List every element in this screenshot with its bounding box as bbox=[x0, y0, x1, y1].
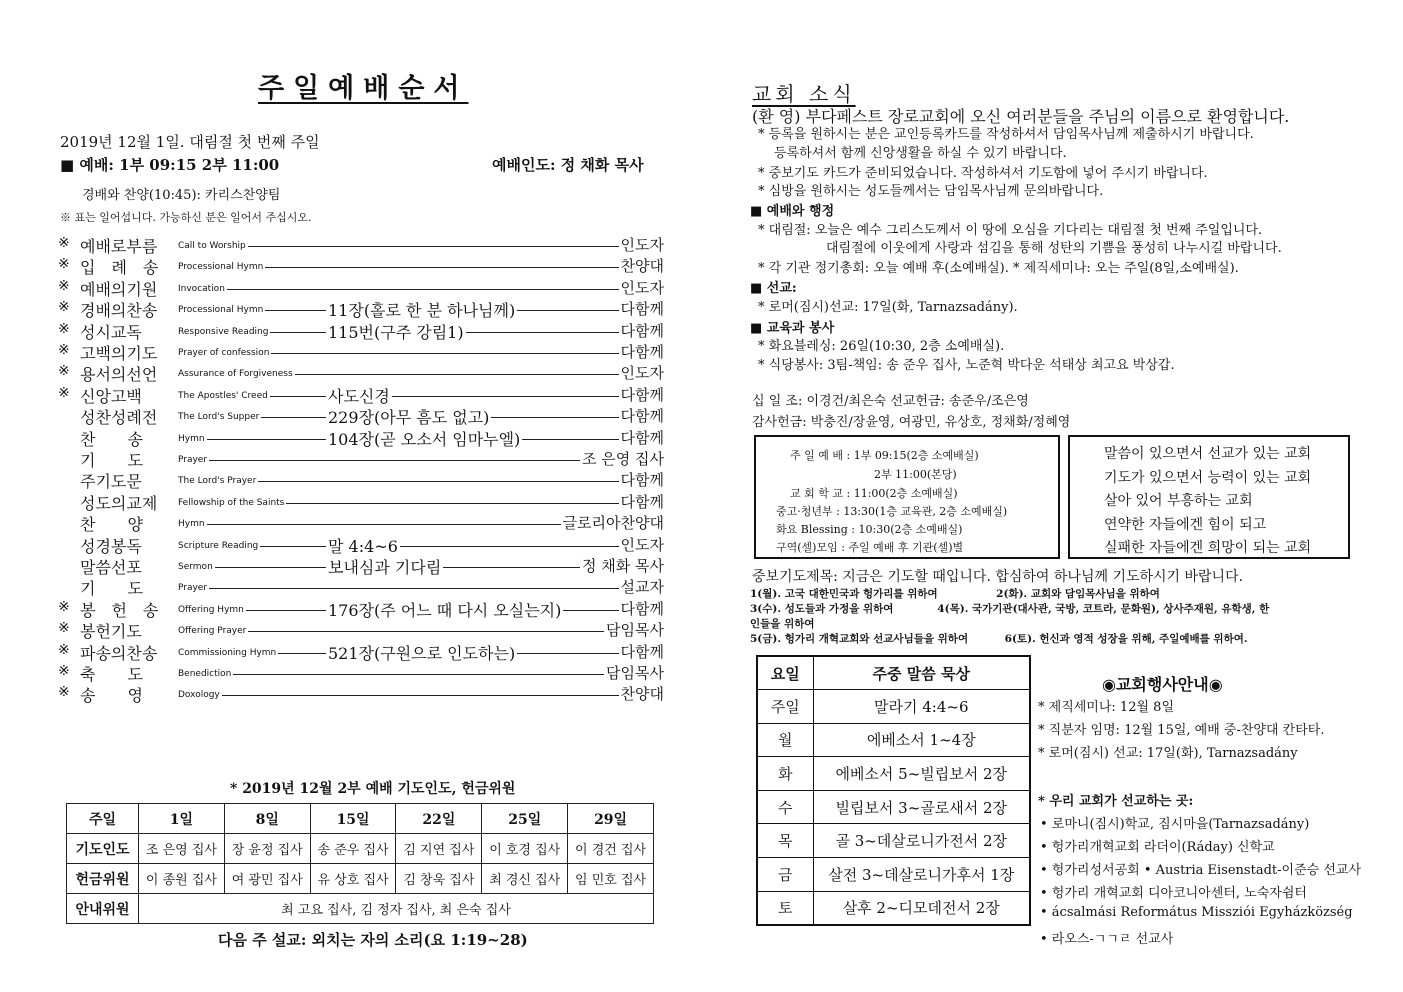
order-item-english: Sermon bbox=[178, 562, 213, 572]
mission-item: • 로마니(짐시)학교, 짐시마을(Tarnazsadány) bbox=[1040, 817, 1310, 832]
scripture-cell: 에베소서 1~4장 bbox=[813, 723, 1030, 757]
order-item-english: Scripture Reading bbox=[178, 540, 259, 551]
order-performer: 다함께 bbox=[620, 599, 664, 618]
order-row bbox=[58, 576, 664, 597]
order-row bbox=[58, 320, 664, 341]
leader-line bbox=[522, 439, 619, 440]
table-cell: 조 은영 집사 bbox=[139, 834, 225, 864]
weekday-cell: 월 bbox=[757, 723, 813, 757]
leader-line bbox=[443, 567, 580, 568]
intercession-item: 인들을 위하여 bbox=[750, 618, 815, 630]
standing-mark: ※ bbox=[58, 384, 70, 401]
weekday-cell: 목 bbox=[757, 824, 813, 858]
order-performer: 다함께 bbox=[620, 407, 664, 426]
order-row bbox=[58, 277, 664, 298]
order-item: 신앙고백 bbox=[80, 386, 142, 406]
order-performer: 다함께 bbox=[620, 471, 664, 490]
order-performer: 담임목사 bbox=[606, 621, 664, 640]
worship-times: ■ 예배: 1부 09:15 2부 11:00 bbox=[60, 156, 280, 174]
order-detail: 176장(주 어느 때 다시 오실는지) bbox=[328, 600, 562, 620]
leader-line bbox=[258, 481, 619, 482]
order-performer: 설교자 bbox=[620, 578, 664, 597]
standing-mark: ※ bbox=[58, 342, 70, 358]
news-line: 등록하셔서 함께 신앙생활을 하실 수 있기 바랍니다. bbox=[774, 146, 1067, 161]
news-line: * 등록을 원하시는 분은 교인등록카드를 작성하셔서 담임목사님께 제출하시기 바랍니다. bbox=[758, 127, 1254, 142]
order-row bbox=[58, 448, 664, 469]
leader-line bbox=[222, 695, 619, 696]
table-cell: 임 민호 집사 bbox=[568, 864, 654, 894]
order-item: 성경봉독 bbox=[80, 536, 142, 556]
standing-note: ※ 표는 일어섭니다. 가능하신 분은 일어서 주십시오. bbox=[60, 211, 312, 224]
order-item: 말씀선포 bbox=[80, 558, 142, 577]
order-item-english: Hymn bbox=[178, 433, 205, 444]
table-row bbox=[67, 894, 654, 924]
leader-line bbox=[392, 396, 619, 397]
news-line: * 화요블레싱: 26일(10:30, 2층 소예배실). bbox=[758, 339, 1005, 354]
order-item: 성시교독 bbox=[80, 322, 142, 342]
next-sermon: 다음 주 설교: 외치는 자의 소리(요 1:19~28) bbox=[218, 931, 528, 949]
table-header-cell: 25일 bbox=[482, 804, 568, 834]
order-row bbox=[58, 362, 664, 383]
order-row bbox=[58, 641, 664, 662]
motto-line: 기도가 있으면서 능력이 있는 교회 bbox=[1104, 469, 1312, 486]
order-row bbox=[58, 534, 664, 555]
order-performer: 다함께 bbox=[620, 300, 664, 319]
table-row-label: 기도인도 bbox=[67, 834, 139, 864]
order-performer: 담임목사 bbox=[606, 664, 664, 682]
leader-line bbox=[286, 503, 619, 504]
table-cell: 이 종원 집사 bbox=[139, 864, 225, 894]
worship-date: 2019년 12월 1일. 대림절 첫 번째 주일 bbox=[60, 133, 320, 151]
standing-mark: ※ bbox=[58, 299, 70, 316]
order-item: 고백의기도 bbox=[80, 344, 158, 363]
news-line: ■ 선교: bbox=[750, 281, 797, 296]
order-detail: 521장(구원으로 인도하는) bbox=[328, 643, 516, 663]
weekday-cell: 화 bbox=[757, 757, 813, 791]
mission-item: • 헝가리 개혁교회 디아코니아센터, 노숙자쉼터 bbox=[1040, 886, 1307, 901]
news-line: * 심방을 원하시는 성도들께서는 담임목사님께 문의바랍니다. bbox=[758, 184, 1104, 199]
news-line: * 각 기관 정기총회: 오늘 예배 후(소예배실). * 제직세미나: 오는 주일(8일,소예배실). bbox=[758, 261, 1239, 276]
standing-mark: ※ bbox=[58, 598, 70, 615]
order-item-english: Responsive Reading bbox=[178, 326, 269, 337]
table-header-cell: 8일 bbox=[224, 804, 310, 834]
order-performer: 인도자 bbox=[620, 535, 664, 554]
leader-line bbox=[491, 417, 619, 418]
order-item: 성도의교제 bbox=[80, 493, 158, 513]
welcome-text: (환 영) 부다페스트 장로교회에 오신 여러분들을 주님의 이름으로 환영합니다. bbox=[752, 107, 1290, 126]
standing-mark: ※ bbox=[58, 277, 70, 294]
order-item-english: Processional Hymn bbox=[178, 305, 264, 316]
page-title: 주일예배순서 bbox=[258, 73, 469, 104]
standing-mark: ※ bbox=[58, 235, 70, 251]
order-performer: 다함께 bbox=[620, 385, 664, 404]
events-title: ◉교회행사안내◉ bbox=[1102, 675, 1223, 694]
table-row-label: 헌금위원 bbox=[67, 864, 139, 894]
order-item: 기 도 bbox=[80, 579, 143, 599]
standing-mark: ※ bbox=[58, 663, 70, 679]
service-time-line: 화요 Blessing : 10:30(2층 소예배실) bbox=[776, 523, 963, 536]
order-performer: 다함께 bbox=[620, 642, 664, 661]
order-detail: 104장(곧 오소서 임마누엘) bbox=[328, 429, 521, 449]
table-header-row bbox=[67, 804, 654, 834]
order-row bbox=[58, 234, 664, 255]
missions-title: * 우리 교회가 선교하는 곳: bbox=[1038, 794, 1194, 809]
leader-line bbox=[207, 524, 561, 525]
order-item-english: Call to Worship bbox=[178, 241, 246, 251]
order-performer: 다함께 bbox=[620, 492, 664, 511]
scripture-cell: 말라기 4:4~6 bbox=[813, 690, 1030, 724]
news-title: 교회 소식 bbox=[752, 82, 856, 106]
order-row bbox=[58, 662, 664, 683]
leader-line bbox=[265, 310, 326, 311]
order-row bbox=[58, 384, 664, 405]
standing-mark: ※ bbox=[58, 620, 70, 637]
order-item: 경배의찬송 bbox=[80, 301, 158, 321]
table-row bbox=[67, 834, 654, 864]
order-item-english: Prayer of confession bbox=[178, 348, 270, 358]
leader-line bbox=[207, 439, 326, 440]
table-row bbox=[757, 891, 1030, 925]
leader-line bbox=[466, 332, 619, 333]
weekday-cell: 주일 bbox=[757, 690, 813, 724]
order-item: 예배의기원 bbox=[80, 279, 158, 299]
leader-line bbox=[260, 546, 326, 547]
order-item: 입 례 송 bbox=[80, 258, 159, 278]
order-detail: 보내심과 기다림 bbox=[328, 558, 442, 577]
order-item: 기 도 bbox=[80, 451, 143, 470]
order-detail: 229장(아무 흠도 없고) bbox=[328, 408, 490, 428]
order-row bbox=[58, 619, 664, 640]
order-item: 봉 헌 송 bbox=[80, 600, 159, 620]
table-row bbox=[757, 858, 1030, 892]
order-item-english: The Lord's Prayer bbox=[178, 476, 257, 487]
table-cell: 김 창욱 집사 bbox=[396, 864, 482, 894]
order-row bbox=[58, 405, 664, 426]
leader-line bbox=[215, 567, 326, 568]
prayer-schedule-table bbox=[66, 803, 654, 924]
weekday-cell: 토 bbox=[757, 891, 813, 925]
order-item: 예배로부름 bbox=[80, 237, 158, 256]
worship-leader: 예배인도: 정 채화 목사 bbox=[492, 156, 644, 174]
intercession-item: 3(수). 성도들과 가정을 위하여 4(목). 국가기관(대사관, 국방, 코트라, 문화원), 상사주재원, 유학생, 한 bbox=[750, 603, 1270, 615]
order-item: 주기도문 bbox=[80, 472, 142, 492]
table-row bbox=[757, 723, 1030, 757]
order-item-english: The Apostles' Creed bbox=[178, 390, 268, 401]
table-cell: 여 광민 집사 bbox=[224, 864, 310, 894]
scripture-cell: 살전 3~데살로니가후서 1장 bbox=[813, 858, 1030, 892]
news-line: * 로머(짐시)선교: 17일(화, Tarnazsadány). bbox=[758, 300, 1018, 315]
table-cell: 김 지연 집사 bbox=[396, 834, 482, 864]
order-item: 찬 송 bbox=[80, 429, 143, 449]
table-cell: 유 상호 집사 bbox=[310, 864, 396, 894]
standing-mark: ※ bbox=[58, 641, 70, 658]
order-item: 봉헌기도 bbox=[80, 622, 142, 642]
weekday-cell: 금 bbox=[757, 858, 813, 892]
order-row bbox=[58, 598, 664, 619]
leader-line bbox=[270, 396, 326, 397]
order-performer: 조 은영 집사 bbox=[582, 450, 664, 468]
mission-item: • 헝가리성서공회 • Austria Eisenstadt-이준승 선교사 bbox=[1040, 863, 1361, 878]
motto-line: 실패한 자들에겐 희망이 되는 교회 bbox=[1104, 540, 1312, 556]
motto-line: 연약한 자들에겐 힘이 되고 bbox=[1104, 516, 1267, 533]
order-detail: 사도신경 bbox=[328, 386, 390, 406]
leader-line bbox=[517, 653, 619, 654]
order-row bbox=[58, 683, 664, 704]
intercession-title: 중보기도제목: 지금은 기도할 때입니다. 합심하여 하나님께 기도하시기 바랍니다. bbox=[752, 569, 1244, 585]
order-performer: 글로리아찬양대 bbox=[562, 514, 664, 533]
news-line: * 중보기도 카드가 준비되었습니다. 작성하셔서 기도함에 넣어 주시기 바랍니다. bbox=[758, 166, 1208, 181]
leader-line bbox=[295, 374, 619, 375]
motto-line: 말씀이 있으면서 선교가 있는 교회 bbox=[1104, 446, 1312, 462]
pre-worship: 경배와 찬양(10:45): 카리스찬양팀 bbox=[82, 188, 281, 203]
order-detail: 115번(구주 강림1) bbox=[328, 322, 464, 342]
service-time-line: 2부 11:00(본당) bbox=[874, 468, 957, 481]
order-item-english: Invocation bbox=[178, 283, 225, 294]
service-times-box bbox=[754, 435, 1060, 559]
table-header-cell: 주일 bbox=[67, 804, 139, 834]
order-detail: 말 4:4~6 bbox=[328, 536, 398, 556]
standing-mark: ※ bbox=[58, 684, 70, 701]
mission-item: • 라오스-ㄱㄱㄹ 선교사 bbox=[1040, 932, 1174, 947]
order-performer: 인도자 bbox=[620, 236, 664, 254]
news-line: ■ 예배와 행정 bbox=[750, 204, 835, 219]
table-cell: 이 경건 집사 bbox=[568, 834, 654, 864]
order-row bbox=[58, 427, 664, 448]
order-row bbox=[58, 555, 664, 576]
table-row bbox=[757, 790, 1030, 824]
table-header-cell: 요일 bbox=[757, 656, 813, 690]
leader-line bbox=[209, 460, 580, 461]
order-detail: 11장(홀로 한 분 하나님께) bbox=[328, 301, 516, 321]
meditation-table bbox=[756, 655, 1031, 926]
order-item: 송 영 bbox=[80, 686, 143, 706]
table-header-cell: 1일 bbox=[139, 804, 225, 834]
prayer-schedule-title: * 2019년 12월 2부 예배 기도인도, 헌금위원 bbox=[230, 781, 516, 797]
order-row bbox=[58, 341, 664, 362]
order-performer: 정 채화 목사 bbox=[582, 557, 664, 575]
table-row bbox=[757, 690, 1030, 724]
table-row bbox=[67, 864, 654, 894]
table-cell: 장 윤정 집사 bbox=[224, 834, 310, 864]
order-item-english: Fellowship of the Saints bbox=[178, 497, 285, 508]
church-motto-box bbox=[1068, 435, 1350, 559]
intercession-item: 1(월). 고국 대한민국과 헝가리를 위하여 2(화). 교회와 담임목사님을 위하여 bbox=[750, 588, 1160, 600]
order-item-english: Offering Prayer bbox=[178, 626, 247, 637]
service-time-line: 주 일 예 배 : 1부 09:15(2층 소예배실) bbox=[790, 449, 979, 462]
table-cell: 송 준우 집사 bbox=[310, 834, 396, 864]
order-item-english: Assurance of Forgiveness bbox=[178, 369, 293, 380]
leader-line bbox=[265, 267, 619, 268]
leader-line bbox=[246, 610, 326, 611]
order-performer: 찬양대 bbox=[620, 685, 664, 704]
table-row-label: 안내위원 bbox=[67, 894, 139, 924]
order-performer: 다함께 bbox=[620, 428, 664, 447]
leader-line bbox=[209, 588, 619, 589]
thanks-line: 감사헌금: 박충진/장윤영, 여광민, 유상호, 정채화/정혜영 bbox=[752, 415, 1071, 430]
order-item-english: Doxology bbox=[178, 690, 220, 701]
service-time-line: 중고·청년부 : 13:30(1층 교육관, 2층 소예배실) bbox=[776, 505, 1008, 518]
event-item: * 직분자 임명: 12월 15일, 예배 중-찬양대 칸타타. bbox=[1038, 723, 1325, 738]
mission-item: • ácsalmási Református Missziói Egyházközség bbox=[1040, 905, 1353, 920]
order-row bbox=[58, 298, 664, 319]
order-row bbox=[58, 491, 664, 512]
order-item-english: Offering Hymn bbox=[178, 604, 244, 615]
news-line: * 대림절: 오늘은 예수 그리스도께서 이 땅에 오심을 기다리는 대림절 첫 번째 주일입니다. bbox=[758, 223, 1263, 238]
order-row bbox=[58, 512, 664, 533]
news-line: * 식당봉사: 3팀-책임: 송 준우 집사, 노준혁 박다운 석태상 최고요 박상갑. bbox=[758, 358, 1175, 373]
order-item-english: Benediction bbox=[178, 669, 232, 679]
leader-line bbox=[400, 546, 619, 547]
motto-line: 살아 있어 부흥하는 교회 bbox=[1104, 493, 1253, 509]
table-row bbox=[757, 824, 1030, 858]
order-item-english: The Lord's Supper bbox=[178, 412, 260, 423]
order-performer: 다함께 bbox=[620, 321, 664, 340]
order-item-english: Commissioning Hymn bbox=[178, 647, 277, 658]
leader-line bbox=[271, 353, 619, 354]
leader-line bbox=[278, 653, 326, 654]
news-line: ■ 교육과 봉사 bbox=[750, 321, 835, 336]
service-time-line: 구역(셀)모임 : 주일 예배 후 기관(셀)별 bbox=[776, 541, 964, 554]
table-header-cell: 22일 bbox=[396, 804, 482, 834]
news-line: 대림절에 이웃에게 사랑과 섬김을 통해 성탄의 기쁨을 풍성히 나누시길 바랍니다. bbox=[826, 241, 1282, 256]
table-cell: 이 호경 집사 bbox=[482, 834, 568, 864]
order-item: 찬 양 bbox=[80, 515, 143, 535]
order-item-english: Prayer bbox=[178, 455, 208, 465]
table-row bbox=[757, 757, 1030, 791]
event-item: * 제직세미나: 12월 8일 bbox=[1038, 700, 1174, 715]
order-performer: 다함께 bbox=[620, 343, 664, 361]
standing-mark: ※ bbox=[58, 256, 70, 273]
order-performer: 인도자 bbox=[620, 278, 664, 297]
scripture-cell: 에베소서 5~빌립보서 2장 bbox=[813, 757, 1030, 791]
order-item-english: Processional Hymn bbox=[178, 262, 264, 273]
table-cell: 최 고요 집사, 김 정자 집사, 최 은숙 집사 bbox=[139, 894, 654, 924]
leader-line bbox=[248, 246, 619, 247]
scripture-cell: 살후 2~디모데전서 2장 bbox=[813, 891, 1030, 925]
order-item-english: Hymn bbox=[178, 519, 205, 530]
order-performer: 인도자 bbox=[620, 364, 664, 383]
leader-line bbox=[261, 417, 326, 418]
table-cell: 최 경신 집사 bbox=[482, 864, 568, 894]
order-item: 용서의선언 bbox=[80, 365, 158, 385]
order-item: 축 도 bbox=[80, 665, 143, 684]
service-time-line: 교 회 학 교 : 11:00(2층 소예배실) bbox=[790, 487, 958, 500]
standing-mark: ※ bbox=[58, 320, 70, 337]
table-header-row bbox=[757, 656, 1030, 690]
order-item: 성찬성례전 bbox=[80, 408, 158, 428]
order-performer: 찬양대 bbox=[620, 257, 664, 276]
leader-line bbox=[248, 631, 604, 632]
order-item: 파송의찬송 bbox=[80, 643, 158, 663]
order-row bbox=[58, 255, 664, 276]
leader-line bbox=[517, 310, 619, 311]
order-row bbox=[58, 469, 664, 490]
leader-line bbox=[227, 289, 619, 290]
mission-item: • 헝가리개혁교회 라더이(Ráday) 신학교 bbox=[1040, 840, 1275, 855]
table-header-cell: 15일 bbox=[310, 804, 396, 834]
leader-line bbox=[270, 332, 326, 333]
leader-line bbox=[563, 610, 619, 611]
weekday-cell: 수 bbox=[757, 790, 813, 824]
table-header-cell: 29일 bbox=[568, 804, 654, 834]
scripture-cell: 빌립보서 3~골로새서 2장 bbox=[813, 790, 1030, 824]
scripture-cell: 골 3~데살로니가전서 2장 bbox=[813, 824, 1030, 858]
tithe-line: 십 일 조: 이경건/최은숙 선교헌금: 송준우/조은영 bbox=[752, 394, 1029, 409]
order-item-english: Prayer bbox=[178, 583, 208, 594]
event-item: * 로머(짐시) 선교: 17일(화), Tarnazsadány bbox=[1038, 746, 1298, 761]
table-header-cell: 주중 말씀 묵상 bbox=[813, 656, 1030, 690]
intercession-item: 5(금). 헝가리 개혁교회와 선교사님들을 위하여 6(토). 헌신과 영적 성장을 위해, 주일예배를 위하여. bbox=[750, 633, 1248, 645]
standing-mark: ※ bbox=[58, 363, 70, 380]
leader-line bbox=[233, 674, 604, 675]
